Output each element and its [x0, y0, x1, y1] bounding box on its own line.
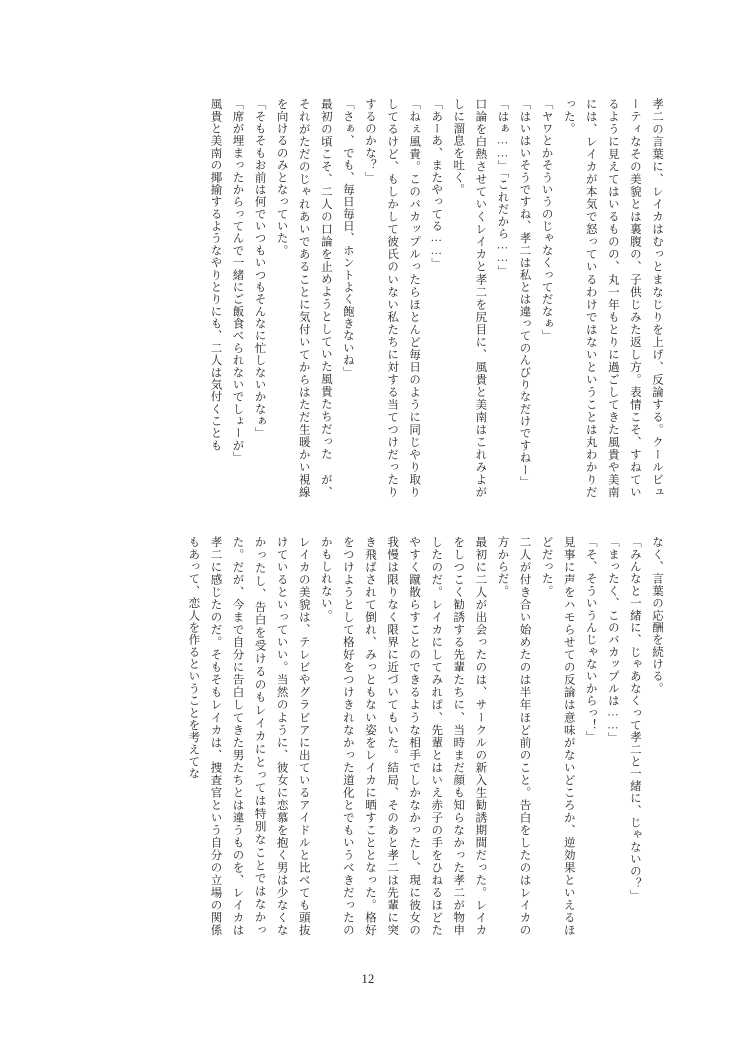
- paragraph: 「はいはいそうですね、孝二は私とは違ってのんびりなだけですねー」: [518, 98, 531, 489]
- paragraph: 「みんなと一緒に、じゃあなくって孝二と一緒に、じゃないの？」: [628, 536, 641, 902]
- paragraph: 「さぁ、でも、毎日毎日、ホントよく飽きないね」: [341, 98, 354, 379]
- paragraph: 「そ、そういうんじゃないからっ！」: [584, 536, 597, 744]
- paragraph: 「そもそもお前は何でいつもいつもそんなに忙しないかなぁ」: [253, 98, 266, 440]
- paragraph: 風貴と美南の揶揄するようなやりとりにも、二人は気付くことも: [209, 98, 222, 452]
- paragraph: 最初に二人が出会ったのは、サークルの新入生勧誘期間だった。レイカをしつこく勧誘する先輩たちに、当時まだ顔も知らなかった孝二が物申したのだ。レイカにしてみれば、先輩とはいえ赤子の手をひねるほどたやすく蹴散らすことのできるような相手でしかなかったし、現に彼女の我慢は限りなく限界に近づいてもいた。結局、そのあと孝二は先輩に突き飛ばされて倒れ、みっともない姿をレイカに晒すこととなった。格好をつけようとして格好をつけきれなかった道化とでもいうべきだったのかもしれない。: [319, 536, 487, 936]
- paragraph: レイカの美貌は、テレビやグラビアに出ているアイドルと比べても頭抜けているといっていい。当然のように、彼女に恋慕を抱く男は少なくなかったし、告白を受けるのもレイカにとっては特別なことではなかった。だが、今まで自分に告白してきた男たちとは違うものを、レイカは孝二に感じたのだ。そもそもレイカは、捜査官という自分の立場の関係もあって、恋人を作るということを考えてな: [187, 536, 310, 936]
- page-number: 12: [361, 972, 375, 986]
- text-block-upper: [148, 98, 668, 498]
- paragraph: 口論を白熱させていくレイカと孝二を尻目に、風貴と美南はこれみよがしに溜息を吐く。: [452, 98, 487, 498]
- paragraph: 「ヤワとかそういうのじゃなくってだなぁ」: [540, 98, 553, 342]
- text-block-lower: [68, 536, 668, 936]
- paragraph: 「ねぇ風貴。このバカップルったらほとんど毎日のように同じやり取りしてるけど、もしかして彼氏のいない私たちに対する当てつけだったりするのかな？」: [363, 98, 421, 498]
- paragraph: 「席が埋まったからってんで一緒にご飯食べられないでしょーが」: [231, 98, 244, 464]
- paragraph: 「はぁ……」「これだから……」: [496, 98, 509, 278]
- paragraph: 二人が付き合い始めたのは半年ほど前のこと。告白をしたのはレイカの方からだ。: [496, 536, 531, 936]
- paragraph: なく、言葉の応酬を続ける。: [651, 536, 663, 695]
- paragraph: 孝二の言葉に、レイカはむっとまなじりを上げ、反論する。クールビューティなその美貌とは裏腹の、子供じみた返し方。表情こそ、すねているように見えてはいるものの、丸一年もとりに過ごしてきた風貴や美南には、レイカが本気で怒っているわけではないということは丸わかりだった。: [562, 98, 663, 498]
- paragraph: 「まったく、このバカップルは……」: [606, 536, 619, 745]
- paragraph: 最初の頃こそ、二人の口論を止めようとしていた風貴たちだった が、それがただのじゃれあいであることに気付いてからはただ生暖かい視線を向けるのみとなっていた。: [275, 98, 332, 498]
- paragraph: 「あーあ、またやってる……」: [430, 98, 443, 270]
- paragraph: 見事に声をハモらせての反論は意味がないどころか、逆効果といえるほどだった。: [540, 536, 575, 936]
